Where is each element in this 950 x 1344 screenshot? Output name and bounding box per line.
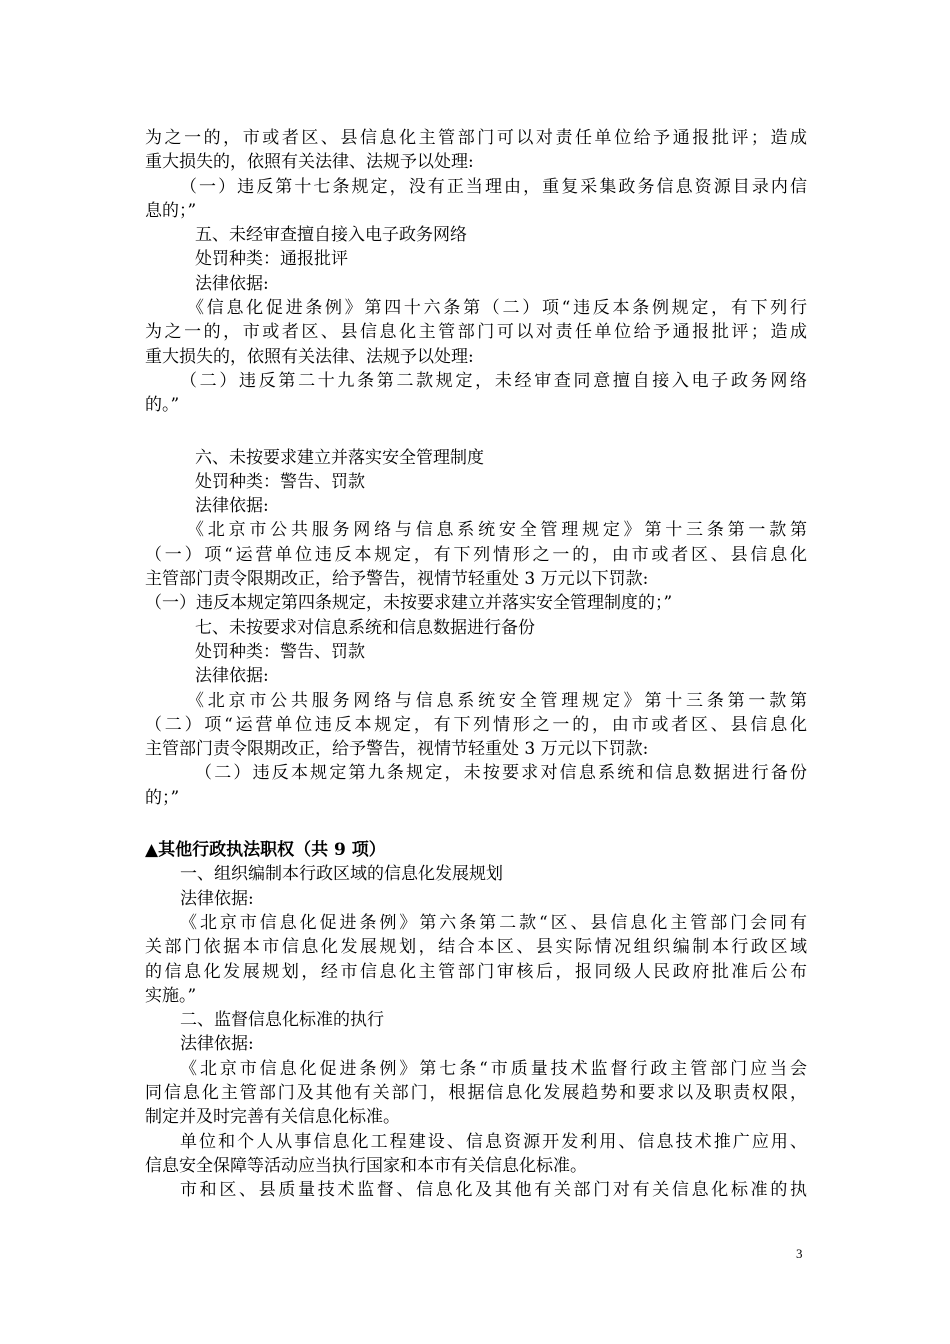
text-line: （一）项“运营单位违反本规定，有下列情形之一的，由市或者区、县信息化 xyxy=(145,544,807,565)
text-line: （二）项“运营单位违反本规定，有下列情形之一的，由市或者区、县信息化 xyxy=(145,714,807,735)
text-line: 的信息化发展规划，经市信息化主管部门审核后，报同级人民政府批准后公布 xyxy=(145,961,807,982)
text-line: 《北京市公共服务网络与信息系统安全管理规定》第十三条第一款第 xyxy=(187,520,807,541)
text-line: （二）违反第二十九条第二款规定，未经审查同意擅自接入电子政务网络 xyxy=(180,370,807,391)
text-line: 的；” xyxy=(145,787,180,808)
chapter-heading: ▲其他行政执法职权（共 9 项） xyxy=(145,840,386,861)
text-line: 重大损失的，依照有关法律、法规予以处理: xyxy=(145,346,474,367)
text-line: 实施。” xyxy=(145,985,197,1006)
text-line: （一）违反本规定第四条规定，未按要求建立并落实安全管理制度的；” xyxy=(145,593,673,614)
penalty-type: 处罚种类：警告、罚款 xyxy=(195,641,365,662)
legal-basis-label: 法律依据: xyxy=(195,496,269,517)
text-line: 主管部门责令限期改正，给予警告，视情节轻重处 3 万元以下罚款: xyxy=(145,569,649,590)
penalty-type: 处罚种类：通报批评 xyxy=(195,249,348,270)
text-line: （一）违反第十七条规定，没有正当理由，重复采集政务信息资源目录内信 xyxy=(180,176,807,197)
legal-basis-label: 法律依据: xyxy=(195,666,269,687)
text-line: 单位和个人从事信息化工程建设、信息资源开发利用、信息技术推广应用、 xyxy=(180,1131,807,1152)
text-line: 《北京市公共服务网络与信息系统安全管理规定》第十三条第一款第 xyxy=(187,690,807,711)
section-heading: 七、未按要求对信息系统和信息数据进行备份 xyxy=(195,617,535,638)
text-line: 同信息化主管部门及其他有关部门，根据信息化发展趋势和要求以及职责权限， xyxy=(145,1082,807,1103)
text-line: 《北京市信息化促进条例》第七条“市质量技术监督行政主管部门应当会 xyxy=(180,1058,807,1079)
text-line: 《北京市信息化促进条例》第六条第二款“区、县信息化主管部门会同有 xyxy=(180,912,807,933)
legal-basis-label: 法律依据: xyxy=(195,273,269,294)
section-heading: 五、未经审查擅自接入电子政务网络 xyxy=(195,225,467,246)
legal-basis-label: 法律依据: xyxy=(180,888,254,909)
text-line: 为之一的，市或者区、县信息化主管部门可以对责任单位给予通报批评；造成 xyxy=(145,322,807,343)
document-body xyxy=(145,126,807,1202)
text-line: （二）违反本规定第九条规定，未按要求对信息系统和信息数据进行备份 xyxy=(195,763,807,784)
section-heading: 六、未按要求建立并落实安全管理制度 xyxy=(195,447,484,468)
text-line: 主管部门责令限期改正，给予警告，视情节轻重处 3 万元以下罚款: xyxy=(145,739,649,760)
text-line: 《信息化促进条例》第四十六条第（二）项“违反本条例规定，有下列行 xyxy=(187,298,807,319)
text-line: 息的；” xyxy=(145,200,197,221)
section-heading: 一、组织编制本行政区域的信息化发展规划 xyxy=(180,864,503,885)
text-line: 关部门依据本市信息化发展规划，结合本区、县实际情况组织编制本行政区域 xyxy=(145,937,807,958)
text-line: 市和区、县质量技术监督、信息化及其他有关部门对有关信息化标准的执 xyxy=(180,1180,807,1201)
text-line: 为之一的，市或者区、县信息化主管部门可以对责任单位给予通报批评；造成 xyxy=(145,128,807,148)
penalty-type: 处罚种类：警告、罚款 xyxy=(195,471,365,492)
page-number: 3 xyxy=(796,1246,803,1261)
text-line: 制定并及时完善有关信息化标准。 xyxy=(145,1107,400,1128)
section-heading: 二、监督信息化标准的执行 xyxy=(180,1010,384,1031)
legal-basis-label: 法律依据: xyxy=(180,1034,254,1055)
text-line: 重大损失的，依照有关法律、法规予以处理: xyxy=(145,152,474,173)
text-line: 的。” xyxy=(145,395,180,416)
text-line: 信息安全保障等活动应当执行国家和本市有关信息化标准。 xyxy=(145,1155,587,1176)
